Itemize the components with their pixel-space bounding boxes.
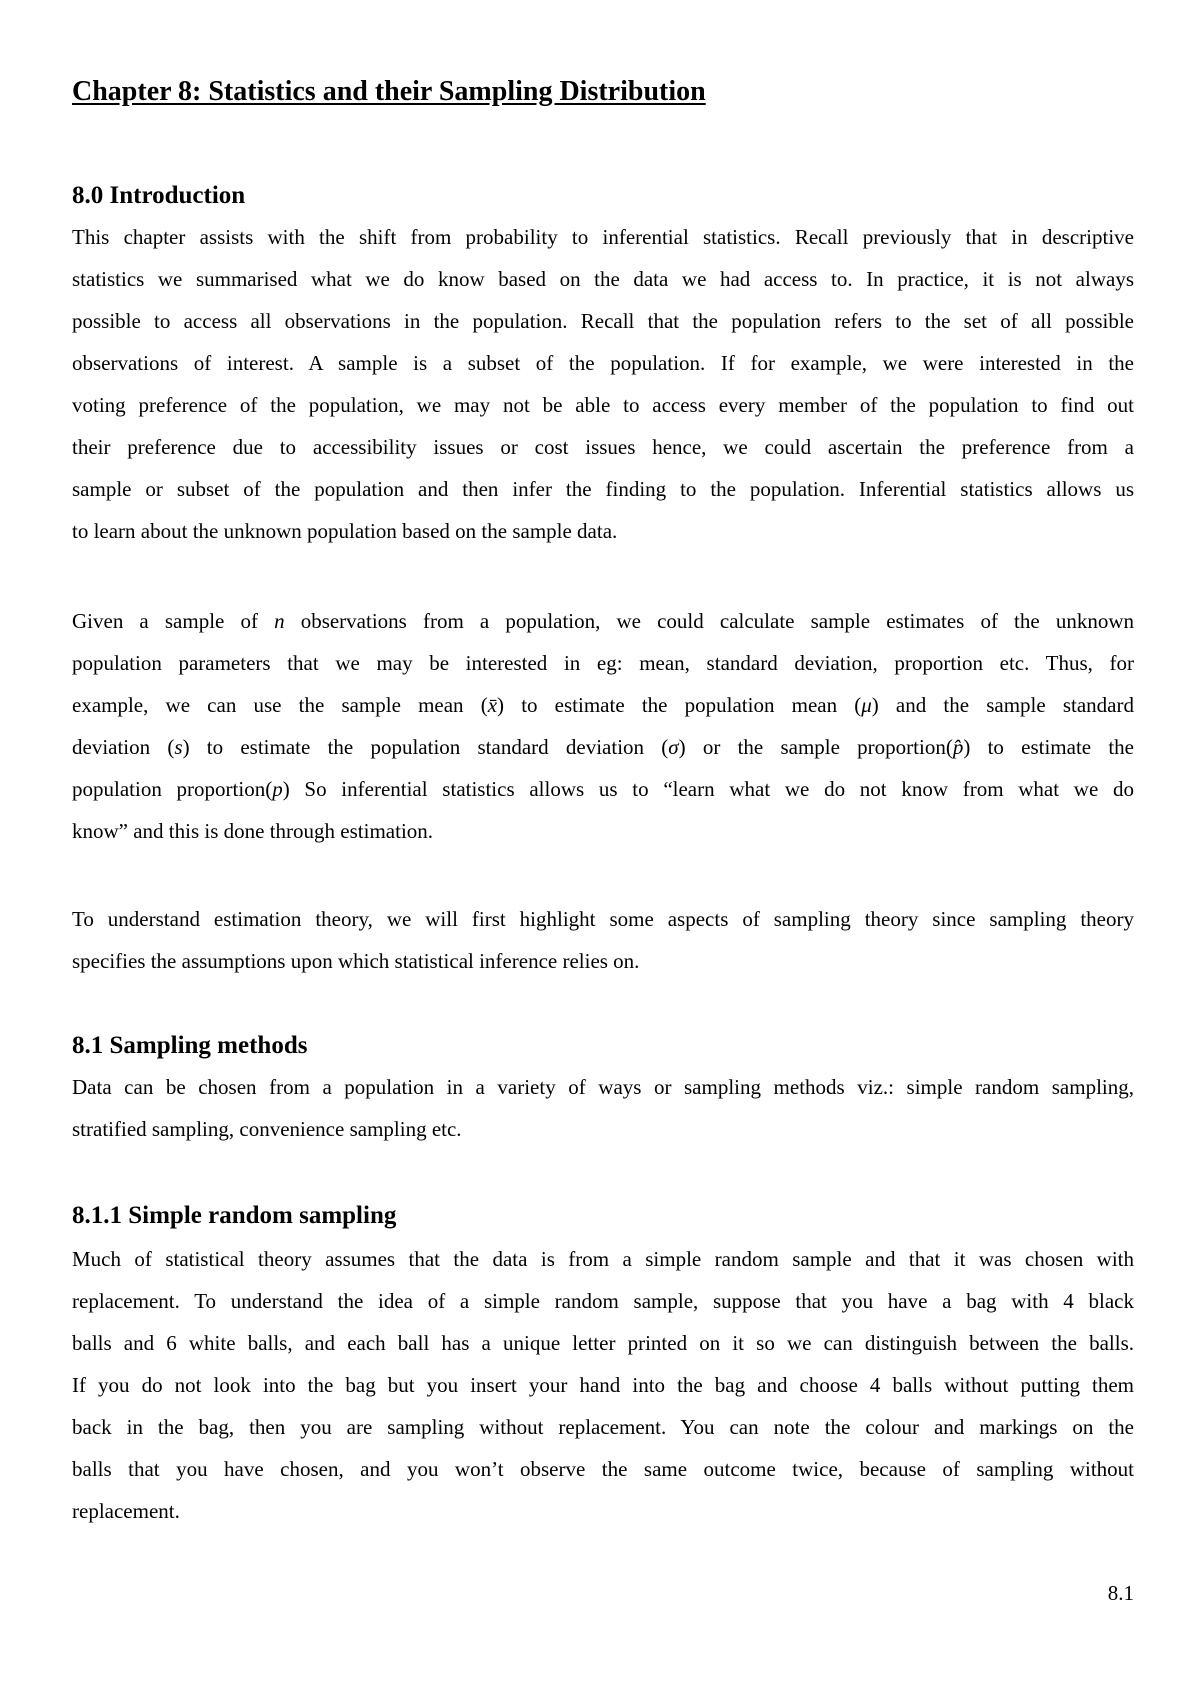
text-line: Given a sample of n observations from a population, we could calculate sample estimates of the unknown <box>72 609 1134 633</box>
math-x-bar: x̄ <box>487 693 498 717</box>
text-line: voting preference of the population, we may not be able to access every member of the population to find out <box>72 393 1134 417</box>
text-line: replacement. To understand the idea of a simple random sample, suppose that you have a bag with 4 black <box>72 1289 1134 1313</box>
text-line: Data can be chosen from a population in a variety of ways or sampling methods viz.: simple random sampling, <box>72 1075 1134 1099</box>
text-line: To understand estimation theory, we will first highlight some aspects of sampling theory since sampling theory <box>72 907 1134 931</box>
text-line: specifies the assumptions upon which statistical inference relies on. <box>72 949 640 973</box>
text-line: their preference due to accessibility issues or cost issues hence, we could ascertain the preference from a <box>72 435 1134 459</box>
text-line: example, we can use the sample mean (x̄) to estimate the population mean (μ) and the sample standard <box>72 693 1134 717</box>
text-line: stratified sampling, convenience sampling etc. <box>72 1117 462 1141</box>
text-line: statistics we summarised what we do know based on the data we had access to. In practice, it is not always <box>72 267 1134 291</box>
text-line: observations of interest. A sample is a subset of the population. If for example, we were interested in the <box>72 351 1134 375</box>
math-n: n <box>274 609 285 633</box>
page-number: 8.1 <box>1107 1581 1134 1605</box>
text-line: population parameters that we may be interested in eg: mean, standard deviation, proportion etc. Thus, for <box>72 651 1134 675</box>
text-line: deviation (s) to estimate the population standard deviation (σ) or the sample proportion(p̂) to estimate the <box>72 735 1134 759</box>
math-mu: μ <box>861 693 872 717</box>
text-line: back in the bag, then you are sampling without replacement. You can note the colour and markings on the <box>72 1415 1134 1439</box>
paragraph-introduction-2 <box>72 600 1134 852</box>
section-heading-introduction: 8.0 Introduction <box>72 182 246 209</box>
text-line: sample or subset of the population and then infer the finding to the population. Inferential statistics allows us <box>72 477 1134 501</box>
text-line: to learn about the unknown population based on the sample data. <box>72 519 618 543</box>
section-heading-simple-random-sampling: 8.1.1 Simple random sampling <box>72 1202 397 1229</box>
math-p: p <box>272 777 283 801</box>
text-line: replacement. <box>72 1499 180 1523</box>
section-heading-sampling-methods: 8.1 Sampling methods <box>72 1032 308 1059</box>
paragraph-sampling-methods <box>72 1066 1134 1150</box>
text-line: Much of statistical theory assumes that the data is from a simple random sample and that it was chosen with <box>72 1247 1134 1271</box>
math-sigma: σ <box>668 735 679 759</box>
text-line: If you do not look into the bag but you insert your hand into the bag and choose 4 balls without putting them <box>72 1373 1134 1397</box>
text-line: balls that you have chosen, and you won’t observe the same outcome twice, because of sampling without <box>72 1457 1134 1481</box>
paragraph-introduction-3 <box>72 898 1134 982</box>
chapter-title: Chapter 8: Statistics and their Sampling Distribution <box>72 76 706 107</box>
math-p-hat: p̂ <box>952 735 964 759</box>
text-line: This chapter assists with the shift from probability to inferential statistics. Recall previously that in descriptive <box>72 225 1134 249</box>
paragraph-simple-random-sampling <box>72 1238 1134 1532</box>
paragraph-introduction-1 <box>72 216 1134 552</box>
text-line: balls and 6 white balls, and each ball has a unique letter printed on it so we can distinguish between the balls. <box>72 1331 1134 1355</box>
text-line: possible to access all observations in the population. Recall that the population refers to the set of all possible <box>72 309 1134 333</box>
text-line: population proportion(p) So inferential statistics allows us to “learn what we do not know from what we do <box>72 777 1134 801</box>
text-line: know” and this is done through estimation. <box>72 819 434 843</box>
math-s: s <box>174 735 183 759</box>
